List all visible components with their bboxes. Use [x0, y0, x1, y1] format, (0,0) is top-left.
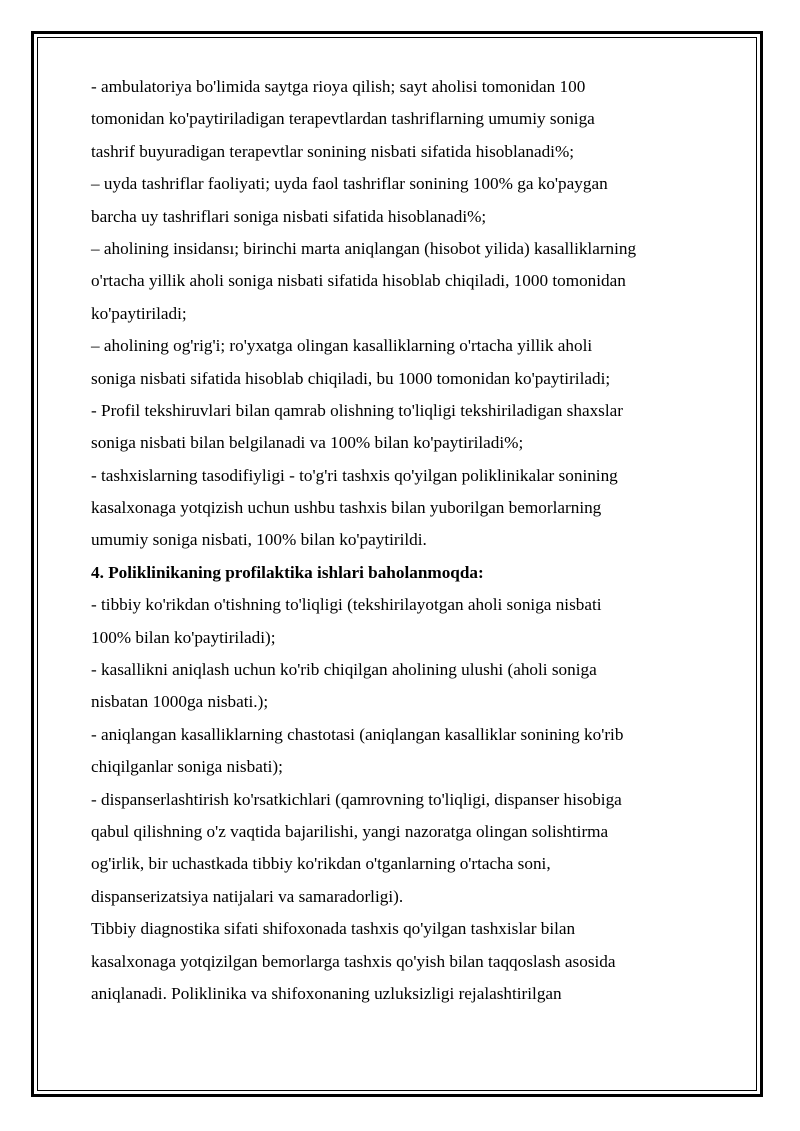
text-line: chiqilganlar soniga nisbati);	[91, 757, 283, 777]
text-line: tomonidan ko'paytiriladigan terapevtlardan tashriflarning umumiy soniga	[91, 109, 595, 129]
text-line: - dispanserlashtirish ko'rsatkichlari (qamrovning to'liqligi, dispanser hisobiga	[91, 789, 622, 809]
text-line: nisbatan 1000ga nisbati.);	[91, 692, 269, 712]
text-line: - aniqlangan kasalliklarning chastotasi (aniqlangan kasalliklar sonining ko'rib	[91, 724, 624, 744]
text-line: kasalxonaga yotqizish uchun ushbu tashxis bilan yuborilgan bemorlarning	[91, 498, 602, 518]
document-body	[91, 71, 711, 1010]
text-line: barcha uy tashriflari soniga nisbati sifatida hisoblanadi%;	[91, 206, 487, 226]
text-line: - ambulatoriya bo'limida saytga rioya qilish; sayt aholisi tomonidan 100	[91, 77, 586, 96]
text-line: soniga nisbati bilan belgilanadi va 100% bilan ko'paytiriladi%;	[91, 433, 524, 453]
section-heading: 4. Poliklinikaning profilaktika ishlari baholanmoqda:	[91, 562, 484, 582]
text-line: - kasallikni aniqlash uchun ko'rib chiqilgan aholining ulushi (aholi soniga	[91, 660, 597, 680]
text-line: - tibbiy ko'rikdan o'tishning to'liqligi (tekshirilayotgan aholi soniga nisbati	[91, 595, 602, 615]
text-line: – uyda tashriflar faoliyati; uyda faol tashriflar sonining 100% ga ko'paygan	[91, 174, 608, 194]
text-line: aniqlanadi. Poliklinika va shifoxonaning uzluksizligi rejalashtirilgan	[91, 983, 562, 1003]
text-line: o'rtacha yillik aholi soniga nisbati sifatida hisoblab chiqiladi, 1000 tomonidan	[91, 271, 626, 291]
text-line: - Profil tekshiruvlari bilan qamrab olishning to'liqligi tekshiriladigan shaxslar	[91, 400, 623, 420]
text-line: - tashxislarning tasodifiyligi - to'g'ri tashxis qo'yilgan poliklinikalar sonining	[91, 465, 618, 485]
text-line: Tibbiy diagnostika sifati shifoxonada tashxis qo'yilgan tashxislar bilan	[91, 919, 576, 939]
text-line: tashrif buyuradigan terapevtlar sonining nisbati sifatida hisoblanadi%;	[91, 141, 575, 161]
text-line: ko'paytiriladi;	[91, 303, 187, 323]
text-line: – aholining insidansı; birinchi marta aniqlangan (hisobot yilida) kasalliklarning	[91, 238, 637, 258]
text-line: og'irlik, bir uchastkada tibbiy ko'rikdan o'tganlarning o'rtacha soni,	[91, 854, 551, 874]
text-line: – aholining og'rig'i; ro'yxatga olingan kasalliklarning o'rtacha yillik aholi	[91, 336, 593, 356]
text-line: kasalxonaga yotqizilgan bemorlarga tashxis qo'yish bilan taqqoslash asosida	[91, 951, 616, 971]
text-line: dispanserizatsiya natijalari va samaradorligi).	[91, 886, 404, 906]
text-line: 100% bilan ko'paytiriladi);	[91, 627, 276, 647]
text-line: qabul qilishning o'z vaqtida bajarilishi, yangi nazoratga olingan solishtirma	[91, 821, 609, 841]
text-line: umumiy soniga nisbati, 100% bilan ko'paytirildi.	[91, 530, 427, 550]
text-line: soniga nisbati sifatida hisoblab chiqiladi, bu 1000 tomonidan ko'paytiriladi;	[91, 368, 611, 388]
